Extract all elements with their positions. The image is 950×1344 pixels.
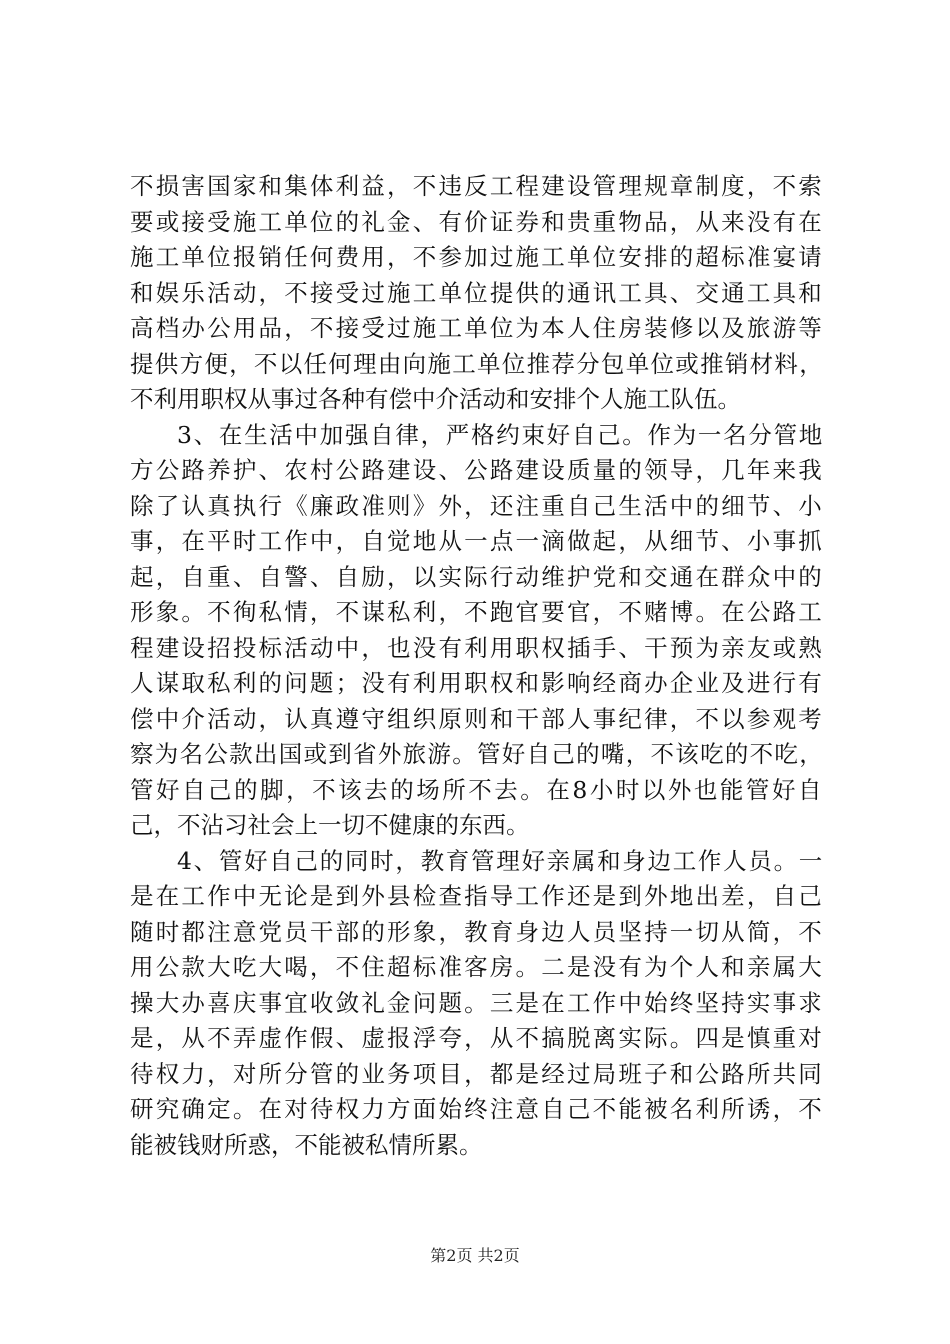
text-line: 己，不沾习社会上一切不健康的东西。 <box>130 811 530 839</box>
paragraph-start-line: 4、管好自己的同时，教育管理好亲属和身边工作人员。一 <box>177 846 824 875</box>
text-line: 提供方便，不以任何理由向施工单位推荐分包单位或推销材料， <box>130 349 824 378</box>
text-line: 施工单位报销任何费用，不参加过施工单位安排的超标准宴请 <box>130 243 824 271</box>
text-line: 事，在平时工作中，自觉地从一点一滴做起，从细节、小事抓 <box>130 527 824 555</box>
text-line: 察为名公款出国或到省外旅游。管好自己的嘴，不该吃的不吃， <box>130 740 824 768</box>
text-line: 要或接受施工单位的礼金、有价证券和贵重物品，从来没有在 <box>130 207 824 236</box>
text-line: 人谋取私利的问题；没有利用职权和影响经商办企业及进行有 <box>130 669 824 697</box>
text-line: 不损害国家和集体利益，不违反工程建设管理规章制度，不索 <box>130 172 824 200</box>
paragraph-start-line: 3、在生活中加强自律，严格约束好自己。作为一名分管地 <box>177 420 824 449</box>
text-line: 程建设招投标活动中，也没有利用职权插手、干预为亲友或熟 <box>130 633 824 662</box>
text-line: 方公路养护、农村公路建设、公路建设质量的领导，几年来我 <box>130 456 824 484</box>
text-line: 不利用职权从事过各种有偿中介活动和安排个人施工队伍。 <box>130 385 741 413</box>
text-line: 是，从不弄虚作假、虚报浮夸，从不搞脱离实际。四是慎重对 <box>130 1024 824 1052</box>
text-line: 用公款大吃大喝，不住超标准客房。二是没有为个人和亲属大 <box>130 953 824 981</box>
text-line: 管好自己的脚，不该去的场所不去。在8小时以外也能管好自 <box>130 775 824 804</box>
text-line: 和娱乐活动，不接受过施工单位提供的通讯工具、交通工具和 <box>130 278 824 307</box>
text-line: 偿中介活动，认真遵守组织原则和干部人事纪律，不以参观考 <box>130 704 824 733</box>
page-footer: 第2页 共2页 <box>430 1246 520 1265</box>
text-line: 能被钱财所惑，不能被私情所累。 <box>130 1130 483 1159</box>
text-line: 待权力，对所分管的业务项目，都是经过局班子和公路所共同 <box>130 1059 824 1088</box>
text-line: 研究确定。在对待权力方面始终注意自己不能被名利所诱，不 <box>130 1095 824 1123</box>
body-text <box>130 169 824 1163</box>
text-line: 操大办喜庆事宜收敛礼金问题。三是在工作中始终坚持实事求 <box>130 988 824 1017</box>
text-line: 高档办公用品，不接受过施工单位为本人住房装修以及旅游等 <box>130 314 824 342</box>
text-line: 起，自重、自警、自励，以实际行动维护党和交通在群众中的 <box>130 562 824 591</box>
text-line: 随时都注意党员干部的形象，教育身边人员坚持一切从简，不 <box>130 917 824 946</box>
text-line: 是在工作中无论是到外县检查指导工作还是到外地出差，自己 <box>130 882 824 910</box>
text-line: 形象。不徇私情，不谋私利，不跑官要官，不赌博。在公路工 <box>130 598 824 626</box>
text-line: 除了认真执行《廉政准则》外，还注重自己生活中的细节、小 <box>130 491 824 520</box>
